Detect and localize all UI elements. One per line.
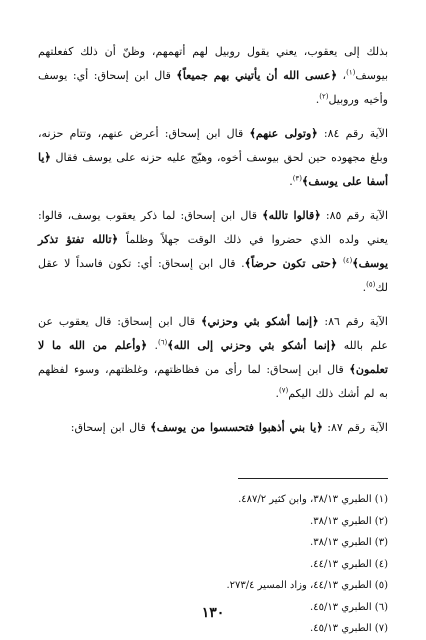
text-span: . bbox=[289, 175, 293, 188]
quran-quote: ﴿وأعلم من الله ما لا تعلمون﴾ bbox=[38, 339, 388, 376]
text-span: قال ابن إسحاق: قال يعقوب عن علم بالله bbox=[38, 315, 388, 352]
footnote-ref: (٣) bbox=[292, 174, 302, 183]
text-span: الآية رقم ٨٧: bbox=[322, 421, 388, 434]
footnote-ref: (٢) bbox=[319, 92, 329, 101]
footnote-ref: (٤) bbox=[342, 256, 353, 265]
paragraph bbox=[38, 416, 388, 440]
footnote-item: (٣) الطبري ٣٨/١٣. bbox=[310, 537, 388, 548]
text-span: بذلك إلى يعقوب، يعني يقول روبيل لهم أتهمهم، وظنّ أن ذلك كفعلتهم بيوسف bbox=[38, 45, 389, 82]
text-span: قال ابن إسحاق: لما رأى من فظاظتهم، وغلظتهم، وسوء لفظهم به لم أشك ذلك اليكم bbox=[38, 363, 388, 400]
text-span: . bbox=[315, 93, 320, 106]
quran-quote: ﴿إنما أشكو بثي وحزني إلى الله﴾ bbox=[167, 339, 337, 352]
body-text bbox=[38, 40, 388, 440]
paragraph bbox=[38, 204, 388, 300]
text-span: . bbox=[362, 281, 367, 294]
quran-quote: ﴿عسى الله أن يأتيني بهم جميعاً﴾ bbox=[176, 69, 338, 82]
paragraph bbox=[38, 310, 388, 406]
text-span: الآية رقم ٨٦: bbox=[318, 315, 388, 328]
quran-quote: ﴿يا أسفا على يوسف﴾ bbox=[38, 151, 388, 188]
text-span: الآية رقم ٨٥: bbox=[320, 209, 389, 222]
quran-quote: ﴿قالوا تالله﴾ bbox=[262, 209, 321, 222]
text-span: قال ابن إسحاق: أي: يوسف وأخيه وروبيل bbox=[38, 69, 388, 106]
text-span: . bbox=[147, 339, 159, 352]
footnote-item: (٤) الطبري ٤٤/١٣. bbox=[310, 558, 388, 570]
footnote-item: (٥) الطبري ٤٤/١٣، وزاد المسير ٢٧٣/٤. bbox=[226, 580, 388, 591]
quran-quote: ﴿وتولى عنهم﴾ bbox=[249, 127, 318, 140]
paragraph bbox=[38, 40, 388, 112]
text-span: ، bbox=[337, 69, 347, 82]
quran-quote: ﴿حتى تكون حرضاً﴾ bbox=[244, 257, 338, 270]
quran-quote: ﴿يا بني أذهبوا فتحسسوا من يوسف﴾ bbox=[150, 421, 323, 434]
footnote-separator bbox=[238, 478, 388, 479]
text-span: قال ابن إسحاق: لما ذكر يعقوب يوسف، قالوا: يعني ولده الذي حضروا في ذلك الوقت جهلاً وظلماً bbox=[38, 209, 388, 246]
text-span: . bbox=[275, 387, 279, 400]
page-number: ١٣٠ bbox=[201, 605, 225, 621]
text-span: قال ابن إسحاق: أعرض عنهم، وتتام حزنه، وبلغ مجهوده حين لحق بيوسف أخوه، وهيّج عليه حزنه على يوسف فقال bbox=[38, 127, 388, 164]
footnote-ref: (١) bbox=[346, 68, 356, 77]
footnote-item: (١) الطبري ٣٨/١٣، وابن كثير ٤٨٧/٢. bbox=[238, 494, 388, 505]
text-span: قال ابن إسحاق: bbox=[70, 421, 151, 434]
quran-quote: ﴿إنما أشكو بثي وحزني﴾ bbox=[201, 315, 319, 328]
quran-quote: ﴿تالله تفتؤ تذكر يوسف﴾ bbox=[38, 233, 389, 270]
text-span: . قال ابن إسحاق: أي: تكون فاسداً لا عقل لك bbox=[38, 257, 388, 294]
footnote-ref: (٧) bbox=[278, 386, 289, 395]
footnote-ref: (٥) bbox=[366, 280, 376, 289]
footnote-item: (٦) الطبري ٤٥/١٣. bbox=[310, 601, 388, 613]
paragraph bbox=[38, 122, 388, 194]
text-span: الآية رقم ٨٤: bbox=[317, 127, 388, 140]
footnote-item: (٢) الطبري ٣٨/١٣. bbox=[310, 515, 388, 527]
footnote-ref: (٦) bbox=[158, 338, 168, 347]
footnote-item: (٧) الطبري ٤٥/١٣. bbox=[310, 623, 388, 634]
